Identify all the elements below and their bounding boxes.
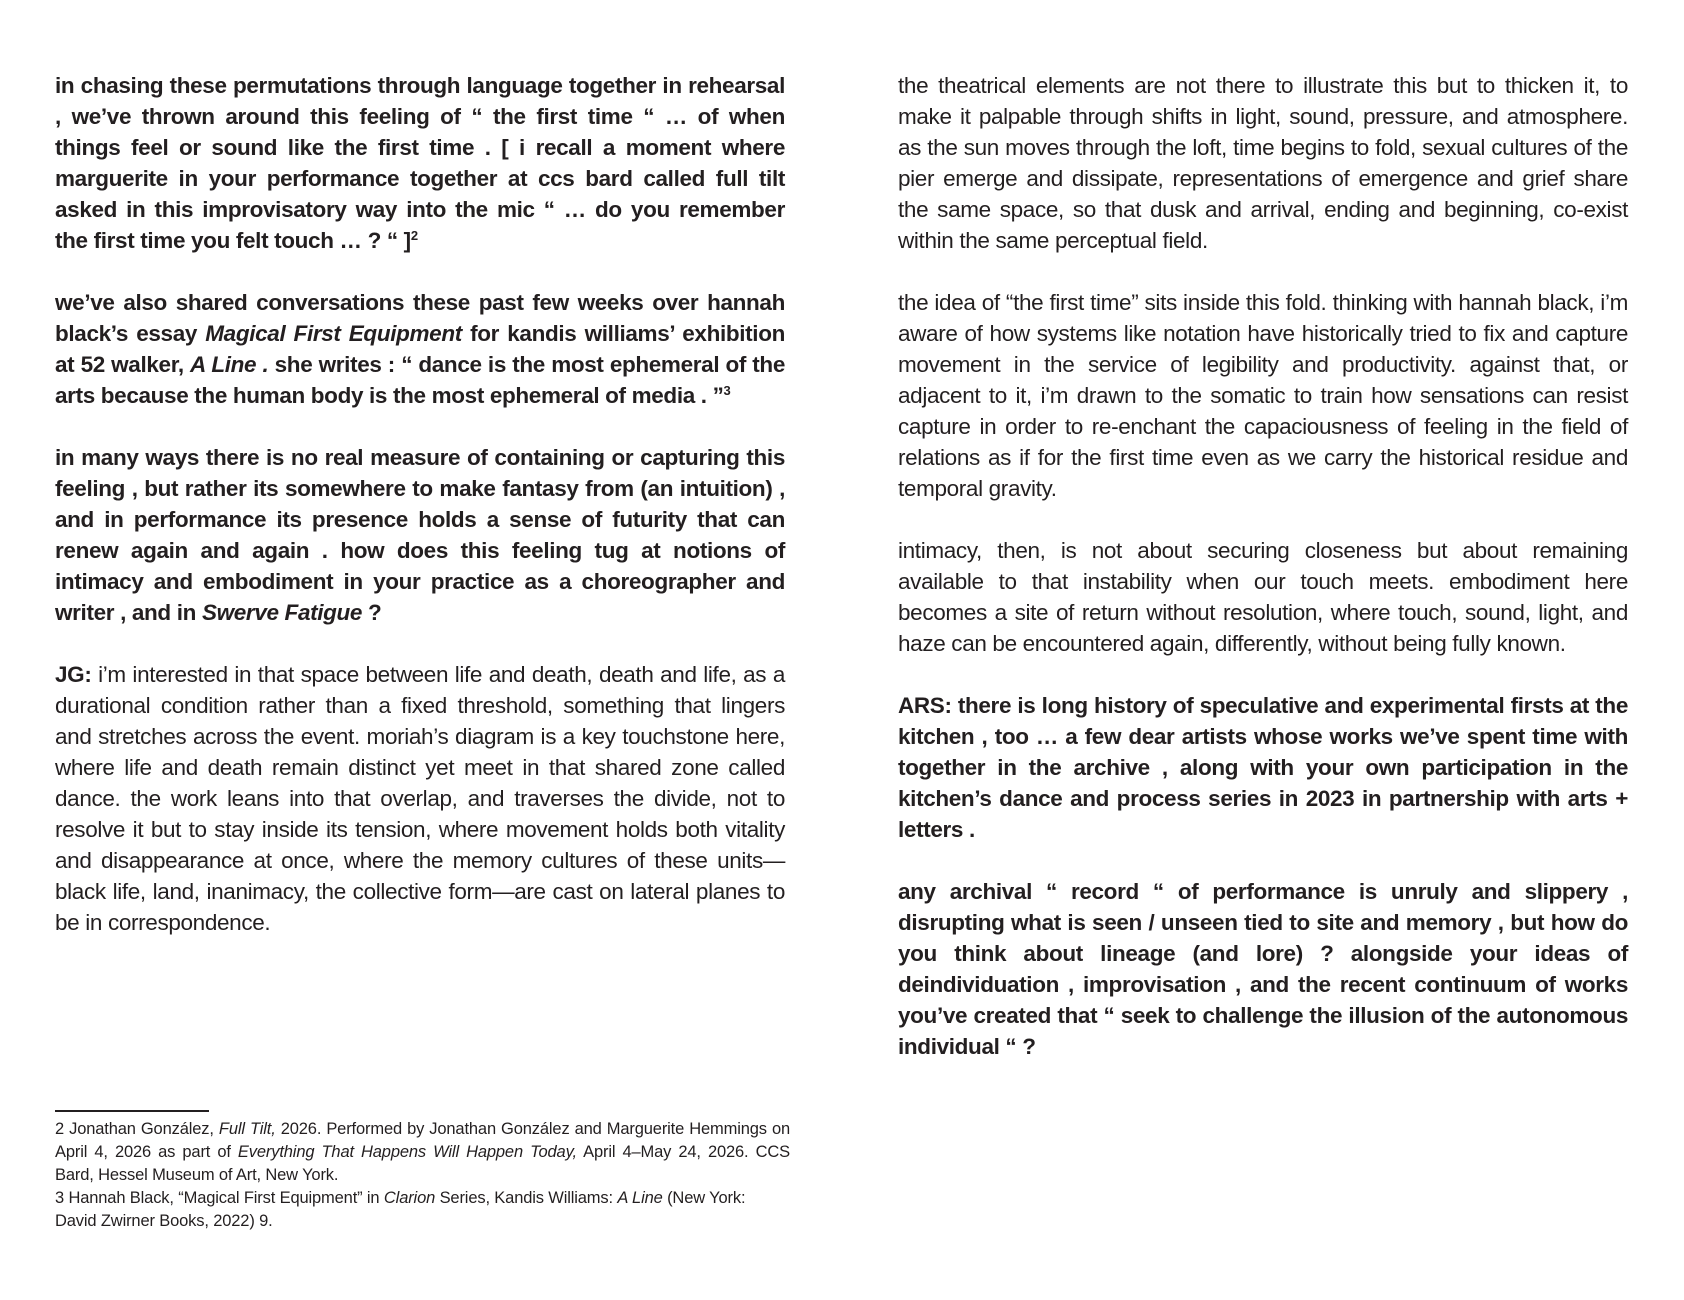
series-title: Clarion (383, 1189, 436, 1207)
answer-paragraph-theatrical: the theatrical elements are not there to illustrate this but to thicken it, to make it palpable through shifts in light, sound, pressure, and atmosphere. as the sun moves through the loft, time begins to fold, sexual cultures of the pier emerge and dissipate, representations of emergence and grief share the same space, so that dusk and arrival, ending and beginning, co-exist within the same perceptual field. (898, 73, 1628, 253)
footnote-text: Series, Kandis Williams: (435, 1189, 618, 1207)
footnote-text: Jonathan González, (64, 1120, 219, 1138)
footnote-text: April 4–May 24, 2026. CCS Bard, Hessel Museum of Art, New York. (55, 1143, 790, 1184)
question-paragraph-kitchen (898, 690, 1628, 845)
footnote-3 (55, 1187, 790, 1233)
paragraph-text: there is long history of speculative and experimental firsts at the kitchen , too … a few dear artists whose works we’ve spent time with together in the archive , along with your own participation in the kitchen’s dance and process series in 2023 in partnership with arts + letters . (898, 693, 1628, 842)
essay-title: Magical First Equipment (205, 321, 462, 346)
left-column (55, 70, 785, 969)
paragraph-text: for kandis williams’ exhibition at 52 walker, (55, 321, 785, 377)
footnote-2 (55, 1118, 790, 1187)
speaker-label: JG: (55, 662, 92, 687)
footnotes (55, 1118, 790, 1233)
exhibition-title: Everything That Happens Will Happen Today, (237, 1143, 577, 1161)
footnote-text: Hannah Black, “Magical First Equipment” in (64, 1189, 384, 1207)
right-column (898, 70, 1628, 1093)
answer-paragraph-jg (55, 659, 785, 938)
question-paragraph-hannah-black (55, 287, 785, 411)
paragraph-text: she writes : “ dance is the most ephemeral of the arts because the human body is the most ephemeral of media . ” (55, 352, 785, 408)
footnote-text: 2026. Performed by Jonathan González and Marguerite Hemmings on April 4, 2026 as part of (55, 1120, 790, 1161)
question-paragraph-archival: any archival “ record “ of performance is unruly and slippery , disrupting what is seen / unseen tied to site and memory , but how do you think about lineage (and lore) ? alongside your ideas of deindividuation , improvisation , and the recent continuum of works you’ve created that “ seek to challenge the illusion of the autonomous individual “ ? (898, 879, 1628, 1059)
question-paragraph-measure (55, 442, 785, 628)
book-title: A Line (617, 1189, 663, 1207)
footnote-divider (55, 1110, 209, 1112)
footnote-text: (New York: David Zwirner Books, 2022) 9. (55, 1189, 746, 1230)
paragraph-text: ? (362, 600, 382, 625)
work-title: Full Tilt, (218, 1120, 276, 1138)
footnote-number: 3 (55, 1189, 65, 1207)
footnote-ref-3[interactable]: 3 (723, 383, 731, 398)
speaker-label: ARS: (898, 693, 952, 718)
paragraph-text: in many ways there is no real measure of containing or capturing this feeling , but rather its somewhere to make fantasy from (an intuition) , and in performance its presence holds a sense of futurity that can renew again and again . how does this feeling tug at notions of intimacy and embodiment in your practice as a choreographer and writer , and in (55, 445, 785, 625)
answer-paragraph-intimacy: intimacy, then, is not about securing closeness but about remaining available to that instability when our touch meets. embodiment here becomes a site of return without resolution, where touch, sound, light, and haze can be encountered again, differently, without being fully known. (898, 538, 1628, 656)
paragraph-text: in chasing these permutations through language together in rehearsal , we’ve thrown around this feeling of “ the first time “ … of when things feel or sound like the first time . [ i recall a moment where marguerite in your performance together at ccs bard called full tilt asked in this improvisatory way into the mic “ … do you remember the first time you felt touch … ? “ ] (55, 73, 785, 253)
footnote-number: 2 (55, 1120, 65, 1138)
exhibition-title: A Line . (190, 352, 269, 377)
question-paragraph-first-time (55, 70, 785, 256)
work-title: Swerve Fatigue (201, 600, 363, 625)
answer-paragraph-first-time: the idea of “the first time” sits inside this fold. thinking with hannah black, i’m aware of how systems like notation have historically tried to fix and capture movement in the service of legibility and productivity. against that, or adjacent to it, i’m drawn to the somatic to train how sensations can resist capture in order to re-enchant the capaciousness of feeling in the field of relations as if for the first time even as we carry the historical residue and temporal gravity. (898, 290, 1628, 501)
paragraph-text: we’ve also shared conversations these past few weeks over hannah black’s essay (55, 290, 785, 346)
footnote-ref-2[interactable]: 2 (410, 228, 418, 243)
paragraph-text: i’m interested in that space between life and death, death and life, as a durational condition rather than a fixed threshold, something that lingers and stretches across the event. moriah’s diagram is a key touchstone here, where life and death remain distinct yet meet in that shared zone called dance. the work leans into that overlap, and traverses the divide, not to resolve it but to stay inside its tension, where movement holds both vitality and disappearance at once, where the memory cultures of these units—black life, land, inanimacy, the collective form—are cast on lateral planes to be in correspondence. (55, 662, 785, 935)
